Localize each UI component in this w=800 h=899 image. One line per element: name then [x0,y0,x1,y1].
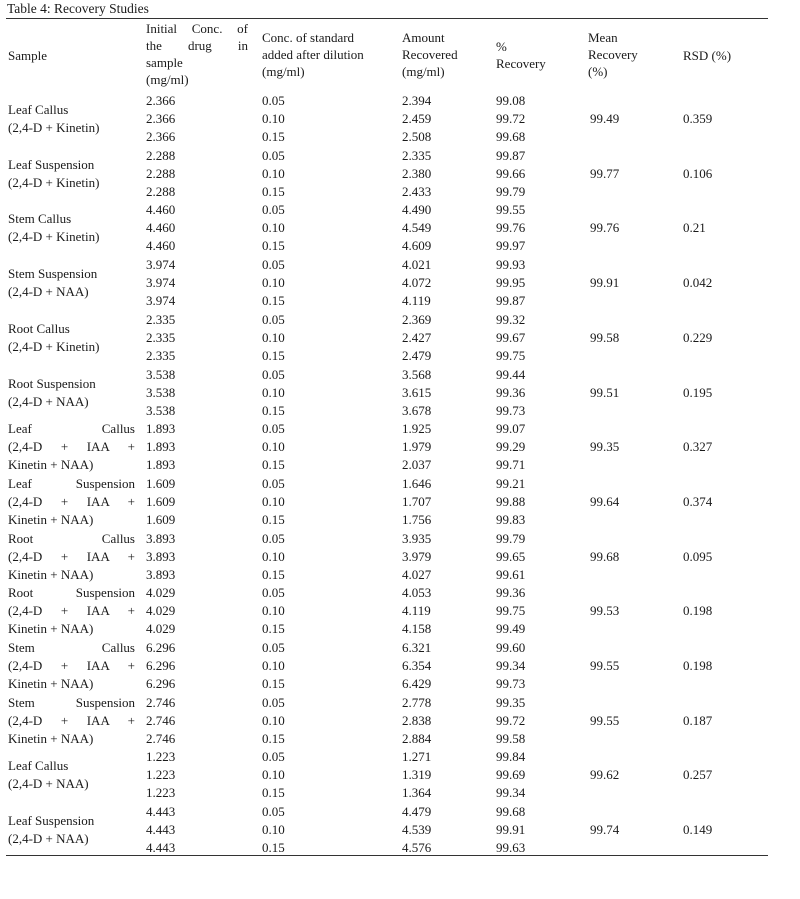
header-mean-line: Mean [588,30,618,45]
initial-conc-cell: 1.609 [146,493,176,509]
initial-conc-cell: 3.893 [146,566,176,582]
standard-added-cell: 0.05 [262,93,285,108]
sample-line: Leaf Callus [8,758,69,774]
rsd-cell: 0.149 [683,822,713,838]
sample-line: (2,4-D + IAA + [8,603,135,619]
initial-conc-cell: 3.974 [146,293,176,309]
initial-conc-cell: 1.609 [146,475,176,491]
standard-added-cell: 0.10 [262,111,285,126]
rsd-cell: 0.198 [683,603,713,619]
sample-line: Kinetin + NAA) [8,566,94,582]
amount-recovered-cell: 2.433 [402,183,432,199]
sample-cell [8,265,135,301]
percent-recovery-cell: 99.97 [496,238,526,254]
sample-line: Root Suspension [8,375,96,391]
mean-recovery-cell: 99.74 [590,822,620,838]
initial-conc-cell: 1.223 [146,767,176,783]
sample-line: Stem Callus [8,211,72,227]
standard-added-cell: 0.15 [262,566,285,582]
initial-conc-cell: 4.443 [146,822,176,838]
standard-added-cell: 0.10 [262,767,285,783]
percent-recovery-cell: 99.60 [496,640,526,655]
standard-added-cell: 0.05 [262,475,285,491]
percent-recovery-cell: 99.76 [496,220,526,236]
percent-recovery-cell: 99.79 [496,183,526,199]
amount-recovered-cell: 4.027 [402,566,432,582]
initial-conc-cell: 3.538 [146,384,176,400]
amount-recovered-cell: 1.319 [402,767,432,783]
percent-recovery-cell: 99.73 [496,402,526,418]
top-rule [6,18,768,19]
table-caption: Table 4: Recovery Studies [7,1,149,16]
sample-line: (2,4-D + IAA + [8,493,135,509]
percent-recovery-cell: 99.21 [496,475,526,491]
sample-cell [8,156,135,192]
sample-line: (2,4-D + IAA + [8,712,135,728]
amount-recovered-cell: 4.072 [402,275,432,291]
rsd-cell: 0.195 [683,384,713,400]
amount-recovered-cell: 2.508 [402,129,432,144]
standard-added-cell: 0.15 [262,402,285,418]
standard-added-cell: 0.05 [262,804,285,820]
standard-added-cell: 0.15 [262,840,285,856]
percent-recovery-cell: 99.35 [496,694,526,710]
initial-conc-cell: 2.746 [146,712,176,728]
standard-added-cell: 0.05 [262,147,285,163]
initial-conc-cell: 4.460 [146,220,176,236]
sample-cell [8,320,135,356]
header-amount-recovered [402,29,458,80]
mean-recovery-cell: 99.55 [590,712,620,728]
percent-recovery-cell: 99.07 [496,421,526,437]
standard-added-cell: 0.15 [262,238,285,254]
amount-recovered-cell: 3.935 [402,530,432,546]
initial-conc-cell: 2.288 [146,147,176,163]
standard-added-cell: 0.05 [262,530,285,546]
rsd-cell: 0.327 [683,439,713,455]
initial-conc-cell: 2.366 [146,129,176,144]
amount-recovered-cell: 4.053 [402,585,432,601]
mean-recovery-cell: 99.49 [590,111,620,126]
rsd-cell: 0.21 [683,220,706,236]
percent-recovery-cell: 99.34 [496,785,526,801]
rsd-cell: 0.359 [683,111,713,126]
initial-conc-cell: 3.538 [146,402,176,418]
sample-line: (2,4-D + IAA + [8,439,135,455]
header-added-line: (mg/ml) [262,64,305,79]
mean-recovery-cell: 99.35 [590,439,620,455]
initial-conc-cell: 4.460 [146,202,176,218]
amount-recovered-cell: 4.479 [402,804,432,820]
initial-conc-cell: 2.746 [146,730,176,746]
sample-line: Leaf Suspension [8,813,95,829]
standard-added-cell: 0.15 [262,730,285,746]
percent-recovery-cell: 99.32 [496,311,526,327]
percent-recovery-cell: 99.34 [496,658,526,673]
initial-conc-cell: 4.029 [146,585,176,601]
standard-added-cell: 0.10 [262,548,285,564]
mean-recovery-cell: 99.51 [590,384,620,400]
rsd-cell: 0.187 [683,712,713,728]
amount-recovered-cell: 3.678 [402,402,432,418]
header-mean-line: Recovery [588,47,638,62]
standard-added-cell: 0.10 [262,384,285,400]
amount-recovered-cell: 2.037 [402,457,432,473]
percent-recovery-cell: 99.73 [496,676,526,691]
initial-conc-cell: 6.296 [146,658,176,673]
initial-conc-cell: 4.443 [146,840,176,856]
sample-line: Kinetin + NAA) [8,676,94,691]
standard-added-cell: 0.05 [262,585,285,601]
sample-line: Leaf Suspension [8,156,95,172]
percent-recovery-cell: 99.84 [496,749,526,765]
initial-conc-cell: 2.288 [146,165,176,181]
standard-added-cell: 0.15 [262,293,285,309]
amount-recovered-cell: 4.490 [402,202,432,218]
percent-recovery-cell: 99.75 [496,347,526,363]
amount-recovered-cell: 2.479 [402,347,432,363]
header-amount-line: (mg/ml) [402,64,445,79]
sample-line: (2,4-D + NAA) [8,776,89,792]
sample-line: (2,4-D + NAA) [8,393,89,409]
sample-line: (2,4-D + Kinetin) [8,120,100,135]
standard-added-cell: 0.10 [262,493,285,509]
amount-recovered-cell: 4.539 [402,822,432,838]
sample-cell [8,475,135,529]
mean-recovery-cell: 99.91 [590,275,620,291]
percent-recovery-cell: 99.71 [496,457,526,473]
sample-line: (2,4-D + Kinetin) [8,229,100,245]
initial-conc-cell: 1.893 [146,421,176,437]
sample-line: (2,4-D + Kinetin) [8,174,100,190]
standard-added-cell: 0.05 [262,202,285,218]
percent-recovery-cell: 99.68 [496,804,526,820]
percent-recovery-cell: 99.55 [496,202,526,218]
initial-conc-cell: 1.609 [146,511,176,527]
amount-recovered-cell: 3.568 [402,366,432,382]
amount-recovered-cell: 2.838 [402,712,432,728]
sample-cell [8,210,135,246]
standard-added-cell: 0.10 [262,439,285,455]
standard-added-cell: 0.10 [262,329,285,345]
amount-recovered-cell: 1.364 [402,785,432,801]
amount-recovered-cell: 1.271 [402,749,432,765]
mean-recovery-cell: 99.77 [590,165,620,181]
header-initial-conc [146,20,248,88]
standard-added-cell: 0.10 [262,275,285,291]
percent-recovery-cell: 99.63 [496,840,526,856]
amount-recovered-cell: 6.429 [402,676,432,691]
header-recovery-line: % [496,39,507,54]
amount-recovered-cell: 4.576 [402,840,432,856]
header-added-line: Conc. of standard [262,30,355,45]
standard-added-cell: 0.15 [262,183,285,199]
standard-added-cell: 0.15 [262,511,285,527]
initial-conc-cell: 3.893 [146,548,176,564]
sample-line: Kinetin + NAA) [8,730,94,746]
standard-added-cell: 0.10 [262,822,285,838]
header-amount-line: Amount [402,30,445,45]
sample-cell [8,375,135,411]
standard-added-cell: 0.10 [262,658,285,673]
percent-recovery-cell: 99.72 [496,712,526,728]
header-recovery-line: Recovery [496,56,546,71]
rsd-cell: 0.095 [683,548,713,564]
amount-recovered-cell: 1.707 [402,493,432,509]
percent-recovery-cell: 99.49 [496,621,526,637]
sample-line: Leaf Suspension [8,475,135,491]
amount-recovered-cell: 4.119 [402,603,431,619]
standard-added-cell: 0.05 [262,366,285,382]
percent-recovery-cell: 99.36 [496,585,526,601]
sample-cell [8,812,135,848]
sample-cell [8,757,135,793]
amount-recovered-cell: 1.756 [402,511,432,527]
percent-recovery-cell: 99.08 [496,93,526,108]
standard-added-cell: 0.05 [262,311,285,327]
sample-line: (2,4-D + IAA + [8,548,135,564]
initial-conc-cell: 2.335 [146,329,176,345]
amount-recovered-cell: 2.394 [402,93,432,108]
sample-line: Leaf Callus [8,102,69,117]
header-mean-line: (%) [588,64,608,79]
sample-line: Root Callus [8,530,135,546]
percent-recovery-cell: 99.95 [496,275,526,291]
initial-conc-cell: 4.460 [146,238,176,254]
percent-recovery-cell: 99.75 [496,603,526,619]
initial-conc-cell: 3.538 [146,366,176,382]
header-percent-recovery [496,38,546,72]
sample-line: Kinetin + NAA) [8,621,94,637]
percent-recovery-cell: 99.66 [496,165,526,181]
sample-line: Kinetin + NAA) [8,457,94,473]
sample-line: (2,4-D + Kinetin) [8,338,100,354]
sample-line: Root Suspension [8,585,135,601]
standard-added-cell: 0.10 [262,220,285,236]
standard-added-cell: 0.15 [262,347,285,363]
standard-added-cell: 0.05 [262,421,285,437]
initial-conc-cell: 1.893 [146,439,176,455]
sample-line: Stem Callus [8,640,135,655]
initial-conc-cell: 2.288 [146,183,176,199]
initial-conc-cell: 1.223 [146,749,176,765]
initial-conc-cell: 2.746 [146,694,176,710]
initial-conc-cell: 3.893 [146,530,176,546]
percent-recovery-cell: 99.72 [496,111,526,126]
initial-conc-cell: 4.029 [146,621,176,637]
initial-conc-cell: 6.296 [146,676,176,691]
sample-cell [8,694,135,748]
initial-conc-cell: 2.335 [146,347,176,363]
standard-added-cell: 0.05 [262,257,285,273]
standard-added-cell: 0.15 [262,129,285,144]
percent-recovery-cell: 99.87 [496,147,526,163]
percent-recovery-cell: 99.67 [496,329,526,345]
amount-recovered-cell: 1.979 [402,439,432,455]
rsd-cell: 0.106 [683,165,713,181]
mean-recovery-cell: 99.53 [590,603,620,619]
percent-recovery-cell: 99.61 [496,566,526,582]
amount-recovered-cell: 2.459 [402,111,432,126]
standard-added-cell: 0.15 [262,676,285,691]
standard-added-cell: 0.05 [262,694,285,710]
standard-added-cell: 0.05 [262,640,285,655]
sample-line: (2,4-D + NAA) [8,284,89,300]
percent-recovery-cell: 99.93 [496,257,526,273]
amount-recovered-cell: 4.119 [402,293,431,309]
initial-conc-cell: 2.366 [146,93,176,108]
header-rsd: RSD (%) [683,48,732,63]
percent-recovery-cell: 99.91 [496,822,526,838]
sample-cell [8,101,135,137]
amount-recovered-cell: 4.158 [402,621,432,637]
header-initial-line: Initial Conc. of [146,21,248,36]
amount-recovered-cell: 2.335 [402,147,432,163]
mean-recovery-cell: 99.76 [590,220,620,236]
initial-conc-cell: 2.366 [146,111,176,126]
amount-recovered-cell: 1.925 [402,421,432,437]
initial-conc-cell: 1.223 [146,785,176,801]
sample-cell [8,639,135,693]
initial-conc-cell: 4.443 [146,804,176,820]
percent-recovery-cell: 99.69 [496,767,526,783]
rsd-cell: 0.257 [683,767,713,783]
standard-added-cell: 0.05 [262,749,285,765]
sample-line: Stem Suspension [8,266,98,282]
percent-recovery-cell: 99.44 [496,366,526,382]
percent-recovery-cell: 99.58 [496,730,526,746]
initial-conc-cell: 1.893 [146,457,176,473]
header-standard-added [262,29,364,80]
sample-line: Stem Suspension [8,694,135,710]
header-initial-line: sample [146,55,183,70]
sample-line: Root Callus [8,320,70,336]
percent-recovery-cell: 99.83 [496,511,526,527]
standard-added-cell: 0.15 [262,785,285,801]
percent-recovery-cell: 99.65 [496,548,526,564]
amount-recovered-cell: 6.321 [402,640,432,655]
amount-recovered-cell: 2.380 [402,165,432,181]
sample-line: (2,4-D + IAA + [8,658,135,673]
header-added-line: added after dilution [262,47,364,62]
initial-conc-cell: 6.296 [146,640,176,655]
percent-recovery-cell: 99.79 [496,530,526,546]
sample-line: Kinetin + NAA) [8,511,94,527]
amount-recovered-cell: 6.354 [402,658,432,673]
amount-recovered-cell: 2.369 [402,311,432,327]
amount-recovered-cell: 2.884 [402,730,432,746]
sample-cell [8,420,135,474]
sample-line: Leaf Callus [8,421,135,437]
amount-recovered-cell: 4.609 [402,238,432,254]
initial-conc-cell: 3.974 [146,257,176,273]
header-sample: Sample [8,48,47,63]
initial-conc-cell: 2.335 [146,311,176,327]
amount-recovered-cell: 1.646 [402,475,432,491]
mean-recovery-cell: 99.68 [590,548,620,564]
amount-recovered-cell: 3.979 [402,548,432,564]
header-mean-recovery [588,29,638,80]
standard-added-cell: 0.10 [262,712,285,728]
sample-cell [8,584,135,638]
percent-recovery-cell: 99.68 [496,129,526,144]
rsd-cell: 0.198 [683,658,713,673]
sample-line: (2,4-D + NAA) [8,831,89,847]
amount-recovered-cell: 3.615 [402,384,432,400]
amount-recovered-cell: 2.778 [402,694,432,710]
percent-recovery-cell: 99.36 [496,384,526,400]
mean-recovery-cell: 99.58 [590,329,620,345]
standard-added-cell: 0.10 [262,603,285,619]
initial-conc-cell: 3.974 [146,275,176,291]
percent-recovery-cell: 99.87 [496,293,526,309]
mean-recovery-cell: 99.64 [590,493,620,509]
percent-recovery-cell: 99.88 [496,493,526,509]
rsd-cell: 0.374 [683,493,713,509]
standard-added-cell: 0.10 [262,165,285,181]
rsd-cell: 0.042 [683,275,713,291]
header-initial-line: the drug in [146,38,248,53]
sample-cell [8,530,135,584]
rsd-cell: 0.229 [683,329,713,345]
mean-recovery-cell: 99.55 [590,658,620,673]
header-initial-line: (mg/ml) [146,72,189,87]
standard-added-cell: 0.15 [262,457,285,473]
standard-added-cell: 0.15 [262,621,285,637]
percent-recovery-cell: 99.29 [496,439,526,455]
amount-recovered-cell: 2.427 [402,329,432,345]
amount-recovered-cell: 4.021 [402,257,432,273]
mean-recovery-cell: 99.62 [590,767,620,783]
amount-recovered-cell: 4.549 [402,220,432,236]
header-amount-line: Recovered [402,47,458,62]
initial-conc-cell: 4.029 [146,603,176,619]
bottom-rule [6,855,768,856]
